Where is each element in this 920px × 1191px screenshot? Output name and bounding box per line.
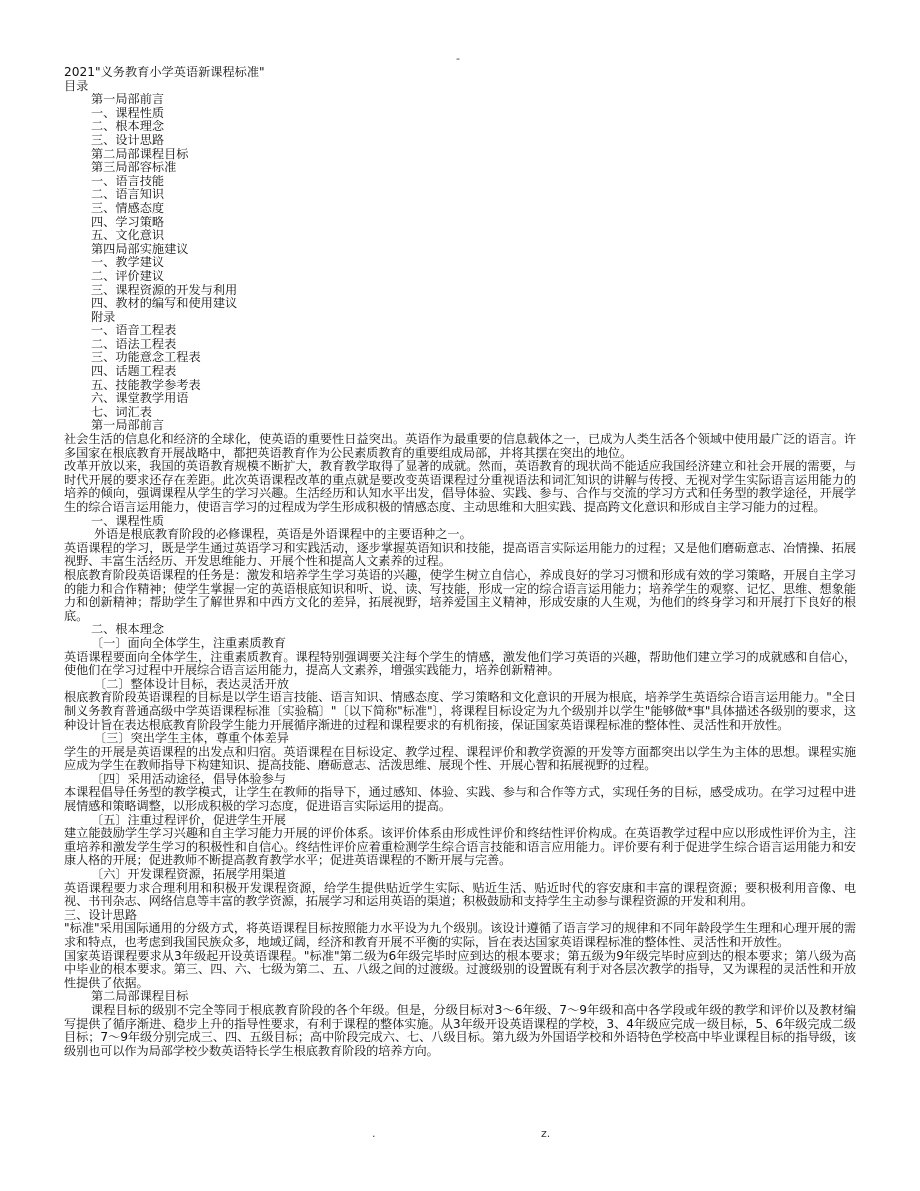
toc-item[interactable]: 三、情感态度 [91,201,165,215]
toc-item[interactable]: 一、课程性质 [91,106,165,120]
section-heading: 一、课程性质 [91,514,165,528]
toc-item[interactable]: 二、根本理念 [91,120,165,134]
toc-item[interactable]: 四、话题工程表 [91,365,177,379]
toc-item[interactable]: 一、教学建议 [91,256,165,270]
footer-right-mark: z. [541,1127,551,1140]
toc-item[interactable]: 三、功能意念工程表 [91,351,201,365]
body-paragraph: 社会生活的信息化和经济的全球化，使英语的重要性日益突出。英语作为最重要的信息载体之一，已成为人类生活各个领域中使用最广泛的语言。许多国家在根底教育开展战略中，都把英语教育作为公民素质教育的重要组成局部，并将其摆在突出的地位。 [64,432,856,460]
section-heading: 第一局部前言 [91,419,165,433]
toc-item[interactable]: 三、课程资源的开发与利用 [91,283,238,297]
toc-item[interactable]: 七、词汇表 [91,405,152,419]
body-paragraph: "标准"采用国际通用的分级方式，将英语课程目标按照能力水平设为九个级别。该设计遵循了语言学习的规律和不同年龄段学生生理和心理开展的需求和特点，也考虑到我国民族众多，地域辽阔，经济和教育开展不平衡的实际，旨在表达国家英语课程标准的整体性、灵活性和开放性。 [64,921,856,949]
section-heading: 〔五〕注重过程评价，促进学生开展 [91,813,286,827]
body-paragraph: 建立能鼓励学生学习兴趣和自主学习能力开展的评价体系。该评价体系由形成性评价和终结性评价构成。在英语教学过程中应以形成性评价为主，注重培养和激发学生学习的积极性和自信心。终结性评价应着重检测学生综合语言技能和语言应用能力。评价要有利于促进学生综合语言运用能力和安康人格的开展；促进教师不断提高教育教学水平；促进英语课程的不断开展与完善。 [64,826,856,868]
body-paragraph: 改革开放以来，我国的英语教育规模不断扩大，教育教学取得了显著的成就。然而，英语教育的现状尚不能适应我国经济建立和社会开展的需要，与时代开展的要求还存在差距。此次英语课程改革的重点就是要改变英语课程过分重视语法和词汇知识的讲解与传授、无视对学生实际语言运用能力的培养的倾向，强调课程从学生的学习兴趣。生活经历和认知水平出发，倡导体验、实践、参与、合作与交流的学习方式和任务型的教学途径，开展学生的综合语言运用能力，使语言学习的过程成为学生形成积极的情感态度、主动思维和大胆实践、提高跨文化意识和形成自主学习能力的过程。 [64,459,856,514]
toc-item[interactable]: 四、学习策略 [91,215,165,229]
section-heading: 〔三〕突出学生主体，尊重个体差异 [94,732,289,746]
header-mark: - [456,52,460,65]
toc-heading: 目录 [64,79,89,93]
section-heading: 〔二〕整体设计目标，表达灵活开放 [94,677,289,691]
section-heading: 〔四〕采用活动途径，倡导体验参与 [91,772,286,786]
toc-item[interactable]: 第四局部实施建议 [91,242,189,256]
toc-item[interactable]: 第三局部容标准 [91,161,177,175]
toc-item[interactable]: 三、设计思路 [91,133,165,147]
toc-item[interactable]: 一、语音工程表 [91,324,177,338]
toc-item[interactable]: 六、课堂教学用语 [91,392,189,406]
section-heading: 二、根本理念 [91,623,165,637]
section-heading: 三、设计思路 [64,908,138,922]
document-title: 2021"义务教育小学英语新课程标准" [64,66,265,79]
toc-item[interactable]: 第二局部课程目标 [91,147,189,161]
toc-item[interactable]: 五、文化意识 [91,229,165,243]
body-paragraph: 国家英语课程要求从3年级起开设英语课程。"标准"第二级为6年级完毕时应到达的根本要求；第五级为9年级完毕时应到达的根本要求；第八级为高中毕业的根本要求。第三、四、六、七级为第二、五、八级之间的过渡级。过渡级别的设置既有利于对各层次教学的指导，又为课程的灵活性和开放性提供了依据。 [64,948,856,990]
section-heading: 〔六〕开发课程资源，拓展学用渠道 [91,868,286,882]
body-paragraph: 根底教育阶段英语课程的目标是以学生语言技能、语言知识、情感态度、学习策略和文化意识的开展为根底，培养学生英语综合语言运用能力。"全日制义务教育普通高级中学英语课程标准〔实验稿〕"〔以下简称"标准"〕，将课程目标设定为九个级别并以学生"能够做*事"具体描述各级别的要求，这种设计旨在表达根底教育阶段学生能力开展循序渐进的过程和课程要求的有机衔接，保证国家英语课程标准的整体性、灵活性和开放性。 [64,690,856,732]
body-paragraph: 本课程倡导任务型的教学模式，让学生在教师的指导下，通过感知、体验、实践、参与和合作等方式，实现任务的目标，感受成功。在学习过程中进展情感和策略调整，以形成积极的学习态度，促进语言实际运用的提高。 [64,785,856,814]
toc-item[interactable]: 五、技能教学参考表 [91,378,201,392]
document-body [64,66,856,1058]
toc-item[interactable]: 第一局部前言 [91,93,165,107]
footer-left-mark: . [372,1127,376,1140]
body-paragraph: 英语课程要力求合理利用和积极开发课程资源，给学生提供贴近学生实际、贴近生活、贴近时代的容安康和丰富的课程资源；要积极利用音像、电视、书刊杂志、网络信息等丰富的教学资源，拓展学习和运用英语的渠道；积极鼓励和支持学生主动参与课程资源的开发和利用。 [64,880,856,909]
toc-item[interactable]: 二、语法工程表 [91,337,177,351]
section-heading: 〔一〕面向全体学生，注重素质教育 [91,636,286,650]
document-content [64,419,856,1058]
toc-item[interactable]: 附录 [91,310,116,324]
toc-item[interactable]: 二、语言知识 [91,188,165,202]
body-paragraph: 课程目标的级别不完全等同于根底教育阶段的各个年级。但是，分级目标对3～6年级、7～9年级和高中各学段或年级的教学和评价以及教材编写提供了循序渐进、稳步上升的指导性要求，有利于课程的整体实施。从3年级开设英语课程的学校，3、4年级应完成一级目标，5、6年级完成二级目标；7～9年级分别完成三、四、五级目标；高中阶段完成六、七、八级目标。第九级为外国语学校和外语特色学校高中毕业课程目标的指导级，该级别也可以作为局部学校少数英语特长学生根底教育阶段的培养方向。 [64,1002,856,1058]
toc-item[interactable]: 一、语言技能 [91,174,165,188]
section-heading: 第二局部课程目标 [91,990,189,1004]
body-paragraph: 英语课程的学习，既是学生通过英语学习和实践活动，逐步掌握英语知识和技能，提高语言实际运用能力的过程；又是他们磨砺意志、冶情操、拓展视野、丰富生活经历、开发思维能力、开展个性和提高人文素养的过程。 [64,540,856,569]
toc-item[interactable]: 四、教材的编写和使用建议 [91,297,238,311]
section-heading: 外语是根底教育阶段的必修课程，英语是外语课程中的主要语种之一。 [94,528,472,542]
toc-item[interactable]: 二、评价建议 [91,269,165,283]
body-paragraph: 英语课程要面向全体学生，注重素质教育。课程特别强调要关注每个学生的情感，激发他们学习英语的兴趣，帮助他们建立学习的成就感和自信心，使他们在学习过程中开展综合语言运用能力，提高人文素养，增强实践能力，培养创新精神。 [64,649,856,678]
body-paragraph: 学生的开展是英语课程的出发点和归宿。英语课程在目标设定、教学过程、课程评价和教学资源的开发等方面都突出以学生为主体的思想。课程实施应成为学生在教师指导下构建知识、提高技能、磨砺意志、活泼思维、展现个性、开展心智和拓展视野的过程。 [64,744,856,773]
body-paragraph: 根底教育阶段英语课程的任务是：激发和培养学生学习英语的兴趣，使学生树立自信心，养成良好的学习习惯和形成有效的学习策略，开展自主学习的能力和合作精神；使学生掌握一定的英语根底知识和听、说、读、写技能，形成一定的综合语言运用能力；培养学生的观察、记忆、思维、想象能力和创新精神；帮助学生了解世界和中西方文化的差异，拓展视野，培养爱国主义精神，形成安康的人生观，为他们的终身学习和开展打下良好的根底。 [64,567,856,623]
table-of-contents [64,93,856,419]
